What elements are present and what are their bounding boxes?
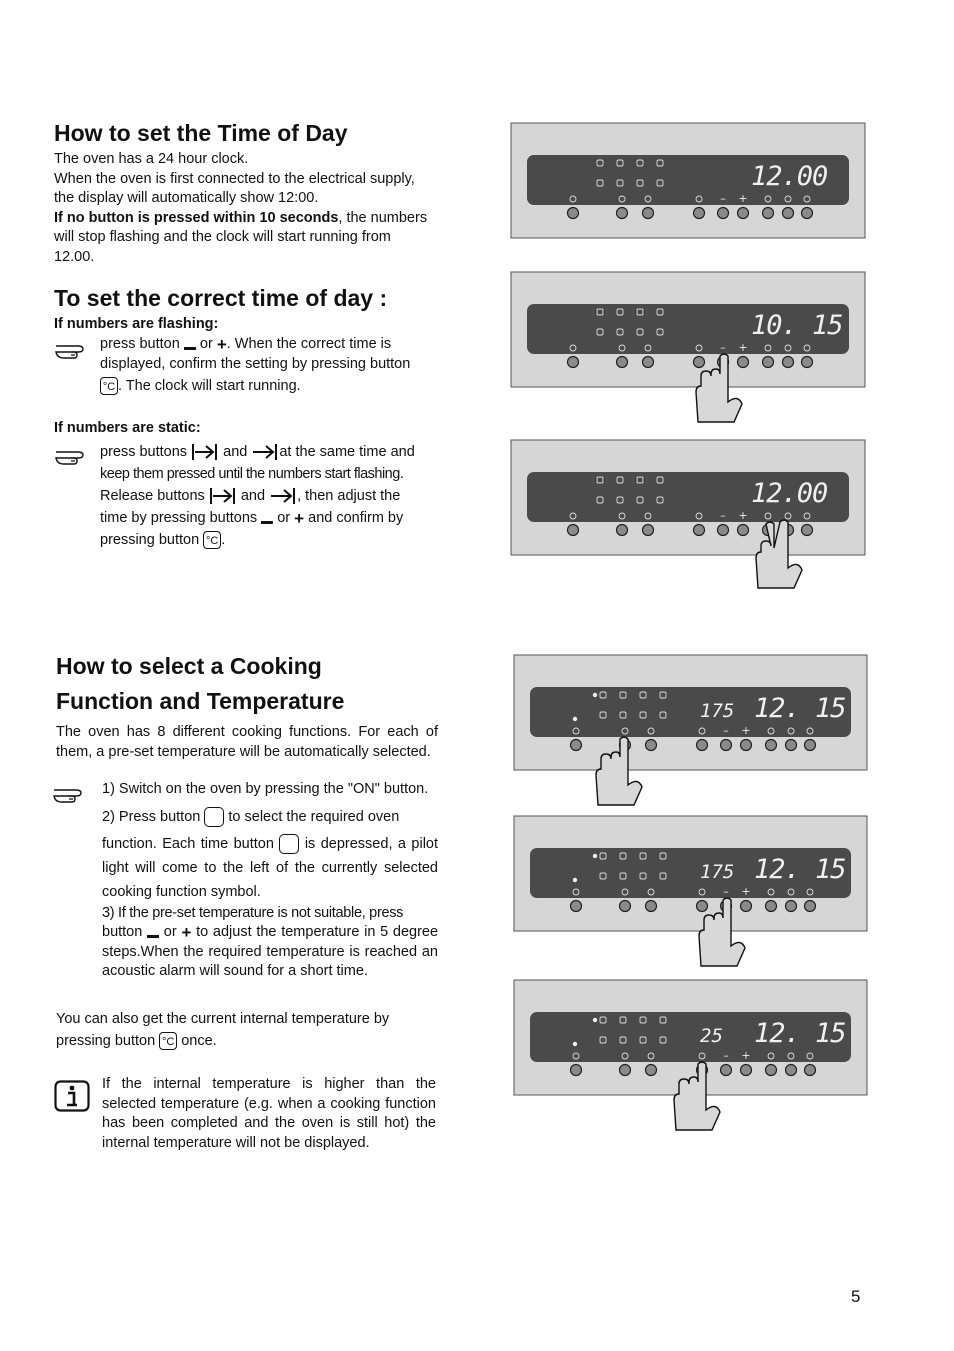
text-span: function. Each time button bbox=[102, 835, 274, 852]
pilot-light-icon bbox=[593, 854, 597, 858]
step-1: 1) Switch on the oven by pressing the "ON" button. bbox=[102, 781, 429, 797]
round-button[interactable] bbox=[802, 525, 813, 536]
plus-symbol: + bbox=[741, 885, 751, 898]
oven-control-panel bbox=[514, 980, 867, 1130]
round-button[interactable] bbox=[802, 357, 813, 368]
round-button[interactable] bbox=[741, 1065, 752, 1076]
round-button[interactable] bbox=[738, 525, 749, 536]
text-span: time by pressing buttons bbox=[100, 510, 258, 526]
text-span: and bbox=[223, 444, 248, 460]
text-line: the display will automatically show 12:00. bbox=[54, 190, 319, 206]
text-span: to adjust the temperature in 5 degree steps.When the required temperature is reached an acoustic alarm will sound for a short time. bbox=[102, 924, 439, 979]
round-button[interactable] bbox=[805, 1065, 816, 1076]
text-line: The oven has a 24 hour clock. bbox=[54, 151, 249, 167]
text-span: button bbox=[102, 924, 143, 940]
oven-control-panel bbox=[514, 816, 867, 966]
round-button[interactable] bbox=[741, 901, 752, 912]
text-span: or bbox=[163, 924, 177, 940]
round-button[interactable] bbox=[643, 208, 654, 219]
round-button[interactable] bbox=[805, 901, 816, 912]
round-button[interactable] bbox=[783, 357, 794, 368]
round-button[interactable] bbox=[721, 740, 732, 751]
round-button[interactable] bbox=[643, 525, 654, 536]
text-span: or bbox=[277, 510, 291, 526]
pilot-light-icon bbox=[573, 1042, 577, 1046]
text-line: When the oven is first connected to the electrical supply, bbox=[54, 170, 415, 187]
display-time: 12. 15 bbox=[754, 854, 846, 885]
minus-symbol: – bbox=[723, 724, 729, 737]
info-note: If the internal temperature is higher than the selected temperature (e.g. when a cooking function has been completed and the oven is still hot) the internal temperature will not be displayed. bbox=[102, 1076, 436, 1151]
round-button[interactable] bbox=[766, 740, 777, 751]
section-title-cooking-l1: How to select a Cooking bbox=[56, 653, 322, 679]
plus-key-icon: + bbox=[216, 335, 227, 354]
round-button[interactable] bbox=[738, 208, 749, 219]
text-span: 3) If the pre-set temperature is not suitable, press bbox=[102, 904, 404, 921]
subheading-static: If numbers are static: bbox=[54, 420, 201, 436]
display-temperature: 175 bbox=[700, 861, 735, 883]
pilot-light-icon bbox=[573, 878, 577, 882]
round-button[interactable] bbox=[568, 357, 579, 368]
round-button[interactable] bbox=[620, 901, 631, 912]
text-span: pressing button bbox=[56, 1033, 156, 1049]
round-button[interactable] bbox=[571, 1065, 582, 1076]
minus-symbol: – bbox=[720, 192, 726, 205]
text-span: . The clock will start running. bbox=[118, 378, 301, 394]
section-title-time-of-day: How to set the Time of Day bbox=[54, 120, 348, 146]
subheading-flashing: If numbers are flashing: bbox=[54, 316, 219, 332]
round-button[interactable] bbox=[718, 208, 729, 219]
round-button[interactable] bbox=[571, 740, 582, 751]
text-span: 2) Press button bbox=[102, 808, 201, 825]
display-time: 10. 15 bbox=[751, 310, 843, 341]
oven-control-panel bbox=[511, 440, 865, 588]
text-line: will stop flashing and the clock will start running from bbox=[54, 229, 391, 245]
round-button[interactable] bbox=[617, 357, 628, 368]
round-button[interactable] bbox=[802, 208, 813, 219]
display-temperature: 175 bbox=[700, 700, 735, 722]
text-span: Release buttons bbox=[100, 488, 205, 504]
plus-symbol: + bbox=[738, 509, 748, 522]
round-button[interactable] bbox=[766, 901, 777, 912]
plus-symbol: + bbox=[738, 192, 748, 205]
round-button[interactable] bbox=[783, 208, 794, 219]
display-time: 12. 15 bbox=[754, 693, 846, 724]
round-button[interactable] bbox=[620, 1065, 631, 1076]
text-span: to select the required oven bbox=[228, 808, 400, 825]
oven-control-panel bbox=[511, 272, 865, 422]
text-span: press button bbox=[100, 336, 180, 352]
text-span: pressing button bbox=[100, 532, 200, 548]
text-line: displayed, confirm the setting by pressing button bbox=[100, 355, 411, 372]
text-span: or bbox=[199, 336, 213, 352]
round-button[interactable] bbox=[643, 357, 654, 368]
text-span: . When the correct time is bbox=[226, 336, 392, 352]
minus-symbol: – bbox=[723, 885, 729, 898]
section-title-cooking-l2: Function and Temperature bbox=[56, 688, 345, 714]
text-line: 12.00. bbox=[54, 248, 95, 265]
text-span: and confirm by bbox=[308, 510, 404, 526]
plus-symbol: + bbox=[738, 341, 748, 354]
round-button[interactable] bbox=[694, 525, 705, 536]
plus-key-icon: + bbox=[294, 509, 305, 528]
minus-symbol: – bbox=[720, 509, 726, 522]
round-button[interactable] bbox=[571, 901, 582, 912]
round-button[interactable] bbox=[617, 208, 628, 219]
celsius-key-icon: °C bbox=[203, 531, 221, 549]
round-button[interactable] bbox=[694, 208, 705, 219]
celsius-key-icon: °C bbox=[100, 377, 118, 395]
display-time: 12. 15 bbox=[754, 1018, 846, 1049]
round-button[interactable] bbox=[646, 1065, 657, 1076]
round-button[interactable] bbox=[805, 740, 816, 751]
bold-phrase: If no button is pressed within 10 seconds bbox=[54, 209, 339, 226]
round-button[interactable] bbox=[763, 357, 774, 368]
round-button[interactable] bbox=[786, 901, 797, 912]
text-span: , the numbers bbox=[338, 209, 428, 226]
oven-control-panel bbox=[514, 655, 867, 805]
display-time: 12.00 bbox=[751, 478, 828, 509]
display-temperature: 25 bbox=[700, 1025, 723, 1047]
round-button[interactable] bbox=[646, 740, 657, 751]
text-span: , then adjust the bbox=[297, 488, 401, 504]
round-button[interactable] bbox=[568, 525, 579, 536]
text-span: at the same time and bbox=[279, 444, 415, 460]
pilot-light-icon bbox=[593, 693, 597, 697]
section-title-set-time: To set the correct time of day : bbox=[54, 285, 388, 311]
text-span: press buttons bbox=[100, 444, 188, 460]
text-line: You can also get the current internal temperature by bbox=[56, 1011, 390, 1027]
round-button[interactable] bbox=[738, 357, 749, 368]
text-span: is depressed, a pilot light will come to the left of the currently selected cooking function symbol. bbox=[102, 835, 439, 900]
pilot-light-icon bbox=[593, 1018, 597, 1022]
page-number: 5 bbox=[851, 1287, 861, 1306]
minus-symbol: – bbox=[723, 1049, 729, 1062]
round-button[interactable] bbox=[741, 740, 752, 751]
round-button[interactable] bbox=[568, 208, 579, 219]
plus-key-icon: + bbox=[181, 923, 192, 942]
round-button[interactable] bbox=[697, 740, 708, 751]
round-button[interactable] bbox=[697, 901, 708, 912]
minus-symbol: – bbox=[720, 341, 726, 354]
plus-symbol: + bbox=[741, 724, 751, 737]
round-button[interactable] bbox=[763, 208, 774, 219]
text-line: keep them pressed until the numbers start flashing. bbox=[100, 466, 404, 482]
celsius-key-icon: °C bbox=[159, 1032, 177, 1050]
plus-symbol: + bbox=[741, 1049, 751, 1062]
pilot-light-icon bbox=[573, 717, 577, 721]
text-span: and bbox=[240, 488, 266, 504]
round-button[interactable] bbox=[718, 525, 729, 536]
round-button[interactable] bbox=[721, 1065, 732, 1076]
display-time: 12.00 bbox=[751, 161, 828, 192]
round-button[interactable] bbox=[617, 525, 628, 536]
text-line: pressing button °C . bbox=[100, 532, 226, 548]
round-button[interactable] bbox=[786, 740, 797, 751]
round-button[interactable] bbox=[694, 357, 705, 368]
round-button[interactable] bbox=[646, 901, 657, 912]
round-button[interactable] bbox=[766, 1065, 777, 1076]
round-button[interactable] bbox=[786, 1065, 797, 1076]
oven-control-panel bbox=[511, 123, 865, 238]
text-span: once. bbox=[181, 1033, 217, 1049]
cooking-intro: The oven has 8 different cooking functions. For each of them, a pre-set temperature will be automatically selected. bbox=[56, 724, 438, 760]
